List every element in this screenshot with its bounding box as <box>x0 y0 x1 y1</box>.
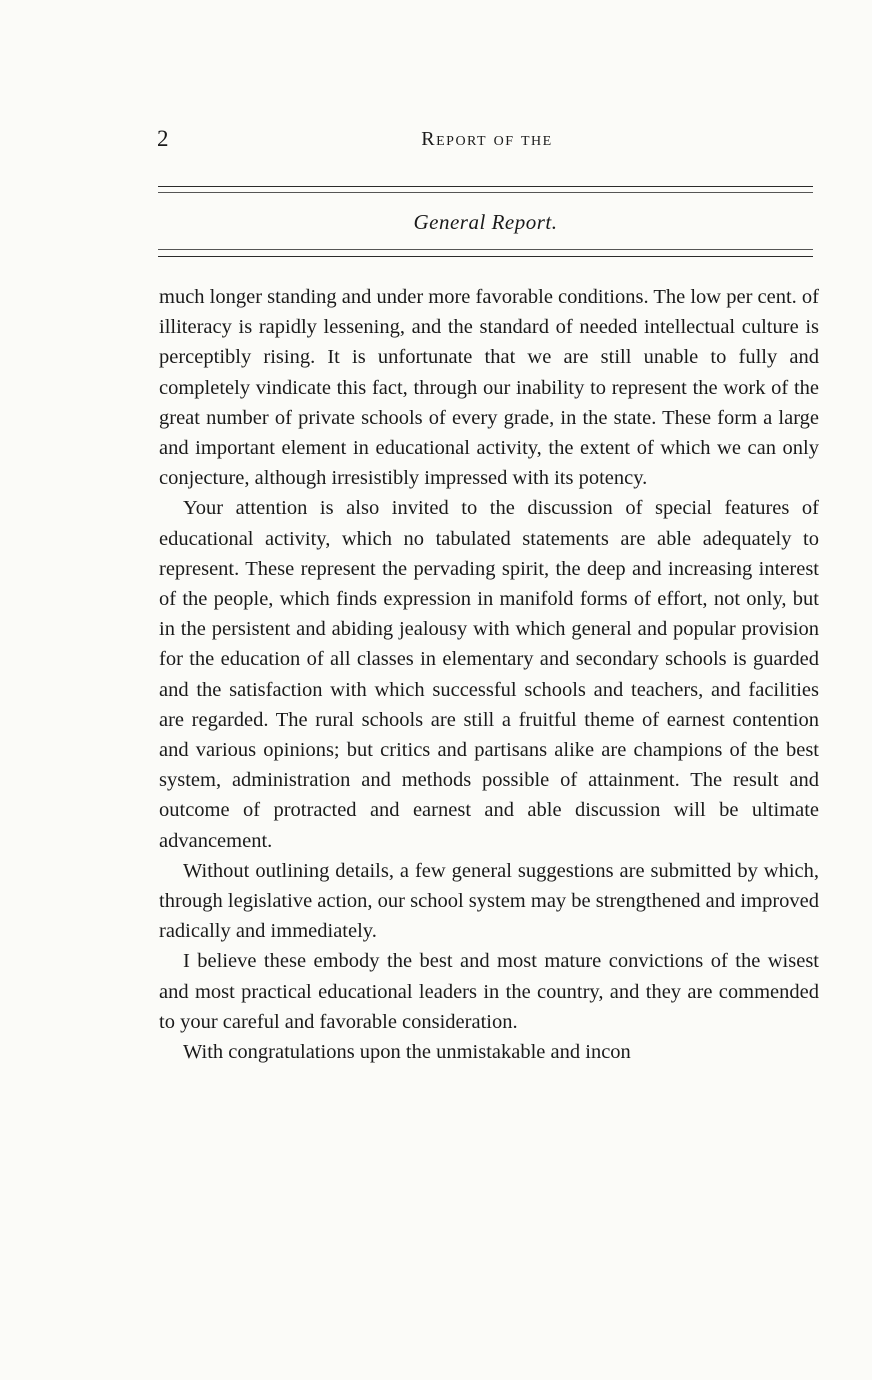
header-rule-bottom-thin <box>158 249 813 250</box>
paragraph: Without outlining details, a few general suggestions are submitted by which, through legislative action, our school system may be strengthened and improved radically and immediately. <box>159 859 819 943</box>
running-head-title: Report of the <box>421 128 553 150</box>
paragraph-continues: With congratulations upon the unmistakable and incon <box>183 1041 631 1064</box>
paragraph: I believe these embody the best and most mature convictions of the wisest and most practical educational leaders in the country, and they are commended to your careful and favorable consideration. <box>159 950 819 1033</box>
header-rule-bottom <box>158 256 813 257</box>
running-head <box>157 126 817 156</box>
body-text <box>159 282 819 1067</box>
page-number: 2 <box>157 126 169 151</box>
header-rule-top-thin <box>158 192 813 193</box>
header-rule-top <box>158 186 813 187</box>
section-title: General Report. <box>413 210 558 234</box>
paragraph: Your attention is also invited to the discussion of special features of educational activity, which no tabulated statements are able adequately to represent. These represent the pervading spirit, the deep and increasing interest of the people, which finds expression in manifold forms of effort, not only, but in the persistent and abiding jealousy with which general and popular provision for the education of all classes in elementary and secondary schools is guarded and the satisfaction with which successful schools and teachers, and facilities are regarded. The rural schools are still a fruitful theme of earnest contention and various opinions; but critics and partisans alike are champions of the best system, administration and methods possible of attainment. The result and outcome of protracted and earnest and able discussion will be ultimate advancement. <box>159 497 819 852</box>
paragraph-continued: much longer standing and under more favorable conditions. The low per cent. of illiteracy is rapidly lessening, and the standard of needed intellectual culture is perceptibly rising. It is unfortunate that we are still unable to fully and completely vindicate this fact, through our inability to represent the work of the great number of private schools of every grade, in the state. These form a large and important element in educational activity, the extent of which we can only conjecture, although irresistibly impressed with its potency. <box>159 286 819 490</box>
